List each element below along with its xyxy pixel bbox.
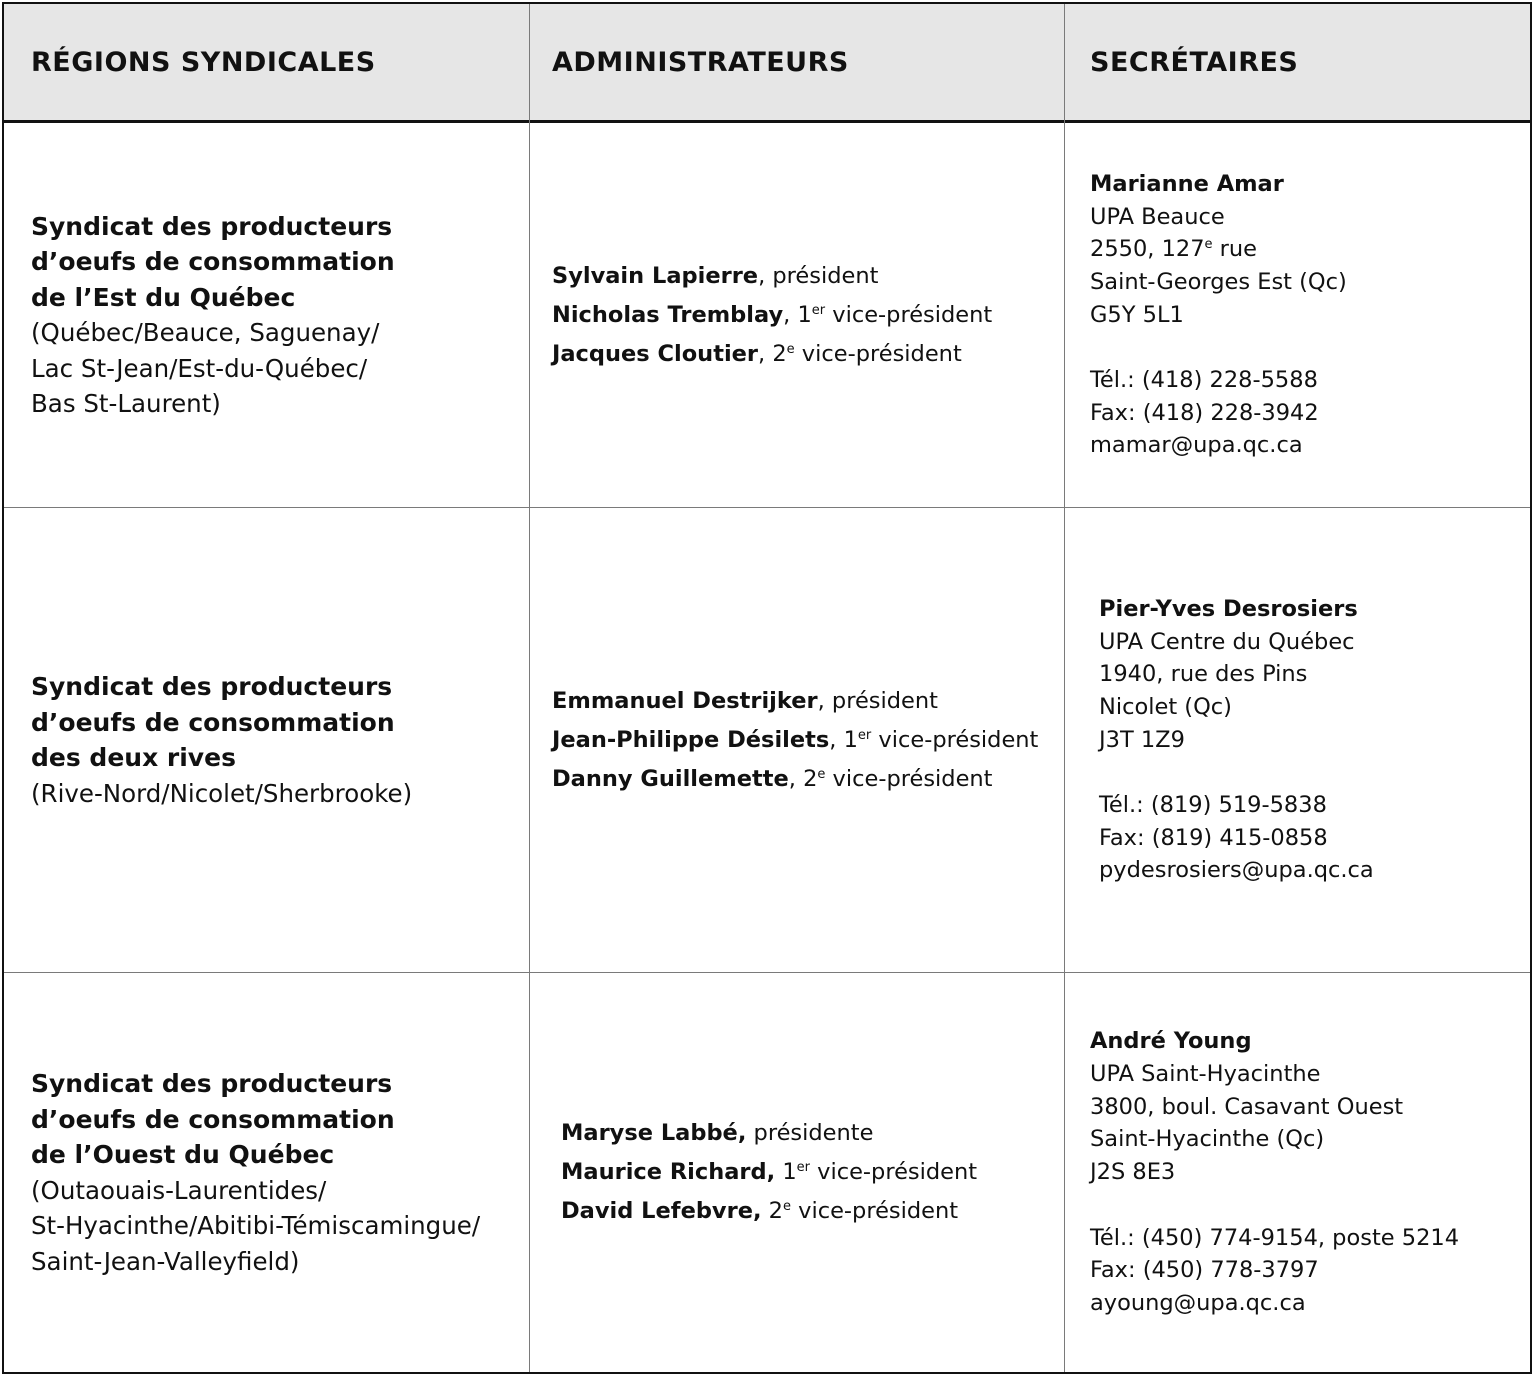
admin-sep: , 2: [758, 340, 787, 367]
admin-entry: [552, 682, 1062, 721]
admin-entry: [552, 760, 1062, 799]
admin-ordinal: er: [811, 302, 826, 318]
admin-entry: [552, 335, 1062, 374]
region-cell: [31, 508, 526, 972]
secretary-city: Saint-Hyacinthe (Qc): [1090, 1126, 1325, 1153]
secretary-fax: Fax: (819) 415-0858: [1099, 824, 1328, 851]
region-cell: [31, 973, 526, 1372]
secretary-street: [1090, 1091, 1528, 1124]
admin-entry: [552, 721, 1062, 760]
admin-role: vice-président: [809, 1159, 978, 1185]
region-name-line: d’oeufs de consommation: [31, 247, 395, 276]
region-name-line: Syndicat des producteurs: [31, 211, 393, 241]
admin-role: vice-président: [790, 1198, 959, 1224]
secretary-name: André Young: [1090, 1028, 1252, 1055]
admin-role: vice-président: [825, 765, 993, 792]
admin-name: Maurice Richard,: [561, 1159, 776, 1185]
admin-sep: ,: [817, 687, 832, 714]
secretary-postal: J2S 8E3: [1090, 1159, 1176, 1186]
secretary-fax: Fax: (450) 778-3797: [1090, 1257, 1319, 1284]
region-name-line: de l’Est du Québec: [31, 282, 296, 312]
admin-role: présidente: [753, 1120, 874, 1146]
secretary-street: [1099, 658, 1528, 691]
region-name-line: Syndicat des producteurs: [31, 672, 393, 701]
admin-entry: [561, 1192, 1062, 1231]
secretary-office: UPA Centre du Québec: [1099, 628, 1355, 655]
region-name-line: des deux rives: [31, 743, 236, 772]
secretary-office: UPA Saint-Hyacinthe: [1090, 1061, 1321, 1088]
admin-name: Jean-Philippe Désilets: [552, 726, 830, 753]
admins-cell: [552, 123, 1062, 507]
admin-ordinal: er: [857, 727, 872, 743]
region-detail-line: (Outaouais-Laurentides/: [31, 1175, 327, 1205]
region-cell: [31, 123, 526, 507]
region-detail-line: Lac St-Jean/Est-du-Québec/: [31, 353, 368, 383]
contacts-table: [2, 2, 1532, 1374]
secretary-cell: [1099, 508, 1528, 972]
admins-cell: [552, 508, 1062, 972]
admin-entry: [561, 1153, 1062, 1192]
admin-name: Sylvain Lapierre: [552, 262, 759, 289]
region-detail-line: Bas St-Laurent): [31, 389, 221, 418]
admin-ordinal: er: [796, 1160, 810, 1175]
secretary-cell: [1090, 123, 1528, 507]
secretary-name: Pier-Yves Desrosiers: [1099, 595, 1358, 622]
admin-role: vice-président: [794, 340, 962, 367]
admin-name: Maryse Labbé,: [561, 1120, 747, 1146]
admin-role: président: [831, 687, 938, 714]
region-name-line: de l’Ouest du Québec: [31, 1140, 335, 1169]
header-regions: RÉGIONS SYNDICALES: [31, 46, 376, 78]
secretary-tel: Tél.: (819) 519-5838: [1099, 792, 1327, 819]
street-text: 2550, 127: [1090, 236, 1205, 263]
spacer: [1099, 756, 1528, 789]
admin-name: David Lefebvre,: [561, 1198, 762, 1224]
region-name-line: Syndicat des producteurs: [31, 1069, 393, 1098]
header-admins: ADMINISTRATEURS: [552, 46, 849, 78]
admin-role: vice-président: [825, 301, 993, 328]
spacer: [1090, 1189, 1528, 1222]
admin-ordinal: e: [786, 341, 795, 357]
secretary-email[interactable]: pydesrosiers@upa.qc.ca: [1099, 857, 1374, 884]
column-divider: [529, 4, 530, 1372]
region-detail-line: St-Hyacinthe/Abitibi-Témiscamingue/: [31, 1211, 481, 1240]
secretary-city: Saint-Georges Est (Qc): [1090, 268, 1347, 295]
street-text: rue: [1212, 236, 1258, 263]
admin-entry: [552, 296, 1062, 335]
admin-sep: , 2: [788, 765, 818, 792]
secretary-fax: Fax: (418) 228-3942: [1090, 399, 1319, 426]
region-name-line: d’oeufs de consommation: [31, 707, 395, 737]
secretary-name: Marianne Amar: [1090, 170, 1284, 197]
secretary-postal: G5Y 5L1: [1090, 301, 1184, 328]
admin-ordinal: e: [817, 766, 826, 782]
admin-name: Nicholas Tremblay: [552, 301, 784, 328]
secretary-cell: [1090, 973, 1528, 1372]
admin-name: Danny Guillemette: [552, 765, 789, 792]
admin-name: Emmanuel Destrijker: [552, 687, 818, 714]
street-ordinal: e: [1204, 237, 1213, 253]
admin-sep: [746, 1120, 753, 1146]
secretary-tel: Tél.: (450) 774-9154, poste 5214: [1090, 1224, 1460, 1251]
admin-sep: , 1: [783, 301, 812, 328]
secretary-tel: Tél.: (418) 228-5588: [1090, 367, 1318, 394]
spacer: [1090, 331, 1528, 364]
admin-sep: 2: [761, 1198, 783, 1224]
region-detail-line: (Québec/Beauce, Saguenay/: [31, 318, 380, 347]
region-detail-line: Saint-Jean-Valleyfield): [31, 1246, 300, 1276]
admin-name: Jacques Cloutier: [552, 340, 759, 367]
header-secretaries: SECRÉTAIRES: [1090, 46, 1299, 78]
street-text: 3800, boul. Casavant Ouest: [1090, 1093, 1404, 1120]
secretary-city: Nicolet (Qc): [1099, 693, 1232, 720]
admin-role: président: [772, 262, 879, 289]
secretary-email[interactable]: mamar@upa.qc.ca: [1090, 432, 1303, 459]
street-text: 1940, rue des Pins: [1099, 661, 1308, 688]
region-name-line: d’oeufs de consommation: [31, 1104, 395, 1134]
admin-sep: 1: [775, 1159, 797, 1185]
column-divider: [1064, 4, 1065, 1372]
admin-sep: ,: [758, 262, 773, 289]
secretary-office: UPA Beauce: [1090, 203, 1225, 230]
admin-entry: [561, 1114, 1062, 1153]
admin-entry: [552, 257, 1062, 296]
admins-cell: [561, 973, 1062, 1372]
admin-ordinal: e: [782, 1199, 791, 1214]
admin-sep: , 1: [829, 726, 858, 753]
secretary-postal: J3T 1Z9: [1099, 726, 1185, 753]
region-detail-line: (Rive-Nord/Nicolet/Sherbrooke): [31, 778, 413, 808]
admin-role: vice-président: [871, 726, 1039, 753]
secretary-street: [1090, 233, 1528, 266]
secretary-email[interactable]: ayoung@upa.qc.ca: [1090, 1289, 1306, 1316]
